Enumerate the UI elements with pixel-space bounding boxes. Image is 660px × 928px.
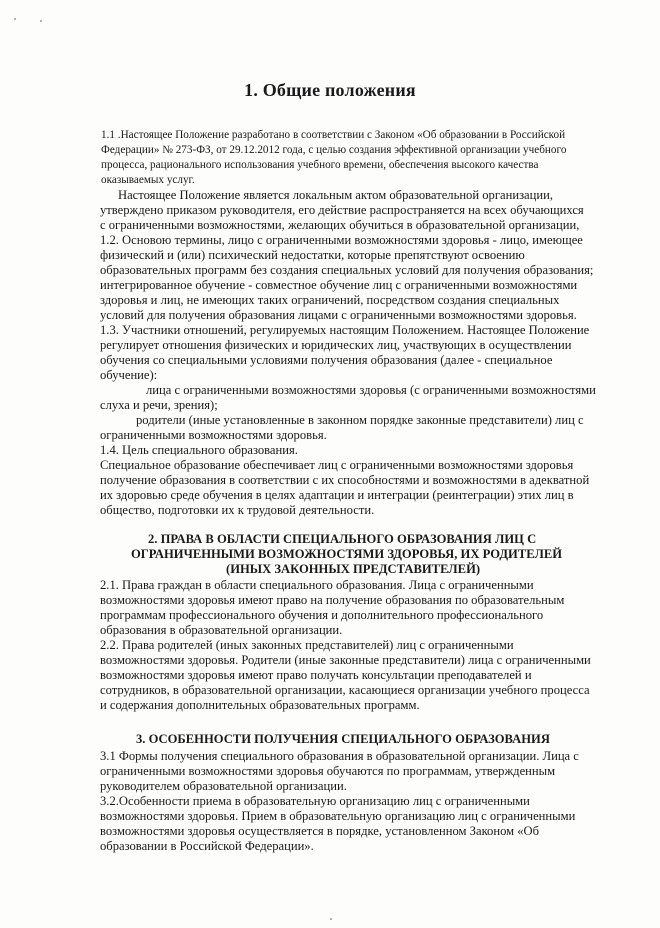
text-line: 1.1 .Настоящее Положение разработано в соответствии с Законом «Об образовании в Российской bbox=[101, 129, 566, 141]
text-line: сотрудников, в образовательной организации, касающиеся организации учебного процесса bbox=[100, 683, 590, 697]
scan-speck bbox=[330, 918, 332, 920]
text-line: 2.2. Права родителей (иных законных представителей) лиц с ограниченными bbox=[100, 638, 514, 652]
text-line: физический и (или) психический недостатки, которые препятствуют освоению bbox=[100, 248, 525, 262]
section-heading: 2. ПРАВА В ОБЛАСТИ СПЕЦИАЛЬНОГО ОБРАЗОВАНИЯ ЛИЦ С bbox=[148, 532, 537, 546]
text-line: обучение): bbox=[100, 368, 158, 382]
text-line: регулирует отношения физических и юридических лиц, участвующих в осуществлении bbox=[100, 338, 572, 352]
text-line: ограниченными возможностями здоровья. bbox=[100, 428, 327, 442]
text-line: получение образования в соответствии с их способностями и возможностями в адекватной bbox=[100, 473, 590, 487]
text-line: их здоровью среде обучения в целях адаптации и интеграции (реинтеграции) этих лиц в bbox=[100, 488, 574, 502]
text-line: возможностями здоровья. Родители (иные законные представители) лица с ограниченными bbox=[100, 653, 591, 667]
text-line: образовательных программ без создания специальных условий для получения образования; bbox=[100, 263, 594, 277]
text-line: 2.1. Права граждан в области специального образования. Лица с ограниченными bbox=[100, 578, 534, 592]
text-line: возможностями здоровья осуществляется в порядке, установленном Законом «Об bbox=[100, 824, 540, 838]
text-line: процесса, рационального использования учебного времени, обеспечения высокого качества bbox=[101, 159, 539, 171]
text-line: 1.2. Основою термины, лицо с ограниченными возможностями здоровья - лицо, имеющее bbox=[100, 233, 583, 247]
scan-speck bbox=[40, 20, 42, 22]
text-line: слуха и речи, зрения); bbox=[100, 398, 218, 412]
section-heading: 3. ОСОБЕННОСТИ ПОЛУЧЕНИЯ СПЕЦИАЛЬНОГО ОБРАЗОВАНИЯ bbox=[136, 732, 550, 746]
text-line: возможностями здоровья. Прием в образовательную организацию лиц с ограниченными bbox=[100, 809, 576, 823]
text-line: 3.1 Формы получения специального образования в образовательной организации. Лица с bbox=[100, 749, 579, 763]
section-heading: ОГРАНИЧЕННЫМИ ВОЗМОЖНОСТЯМИ ЗДОРОВЬЯ, ИХ РОДИТЕЛЕЙ bbox=[131, 547, 563, 561]
text-line: здоровья и лиц, не имеющих таких ограничений, посредством создания специальных bbox=[100, 293, 560, 307]
text-line: интегрированное обучение - совместное обучение лиц с ограниченными возможностями bbox=[100, 278, 578, 292]
text-line: возможностями здоровья имеют право получать консультации преподавателей и bbox=[100, 668, 532, 682]
text-line: 1.4. Цель специального образования. bbox=[100, 443, 298, 457]
text-line: лица с ограниченными возможностями здоровья (с ограниченными возможностями bbox=[146, 383, 596, 397]
text-line: образовании в Российской Федерации». bbox=[100, 839, 314, 853]
scan-speck bbox=[14, 18, 16, 20]
text-line: 3.2.Особенности приема в образовательную организацию лиц с ограниченными bbox=[100, 794, 530, 808]
text-line: возможностями здоровья имеют право на получение образования по образовательным bbox=[100, 593, 565, 607]
text-line: родители (иные установленные в законном порядке законные представители) лиц с bbox=[136, 413, 584, 427]
text-line: 1.3. Участники отношений, регулируемых настоящим Положением. Настоящее Положение bbox=[100, 323, 590, 337]
text-line: Настоящее Положение является локальным актом образовательной организации, bbox=[118, 188, 553, 202]
section-heading: (ИНЫХ ЗАКОННЫХ ПРЕДСТАВИТЕЛЕЙ) bbox=[226, 562, 481, 576]
text-line: ограниченными возможностями здоровья обучаются по программам, утвержденным bbox=[100, 764, 556, 778]
text-line: Федерации» № 273-ФЗ, от 29.12.2012 года, с целью создания эффективной организации учебного bbox=[101, 144, 567, 156]
text-line: утверждено приказом руководителя, его действие распространяется на всех обучающихся bbox=[100, 203, 584, 217]
text-line: оказываемых услуг. bbox=[101, 174, 195, 186]
text-line: программам профессионального обучения и дополнительного профессионального bbox=[100, 608, 544, 622]
text-line: Специальное образование обеспечивает лиц с ограниченными возможностями здоровья bbox=[100, 458, 574, 472]
text-line: общество, подготовки их к трудовой деятельности. bbox=[100, 503, 375, 517]
text-line: образования в образовательной организации. bbox=[100, 623, 343, 637]
text-line: обучения со специальными условиями получения образования (далее - специальное bbox=[100, 353, 553, 367]
page-title: 1. Общие положения bbox=[244, 80, 416, 100]
text-line: и содержания дополнительных образовательных программ. bbox=[100, 698, 420, 712]
text-line: с ограниченными возможностями, желающих обучиться в образовательной организации, bbox=[100, 218, 580, 232]
text-line: руководителем образовательной организации. bbox=[100, 779, 347, 793]
text-line: условий для получения образования лицами с ограниченными возможностями здоровья. bbox=[100, 308, 577, 322]
